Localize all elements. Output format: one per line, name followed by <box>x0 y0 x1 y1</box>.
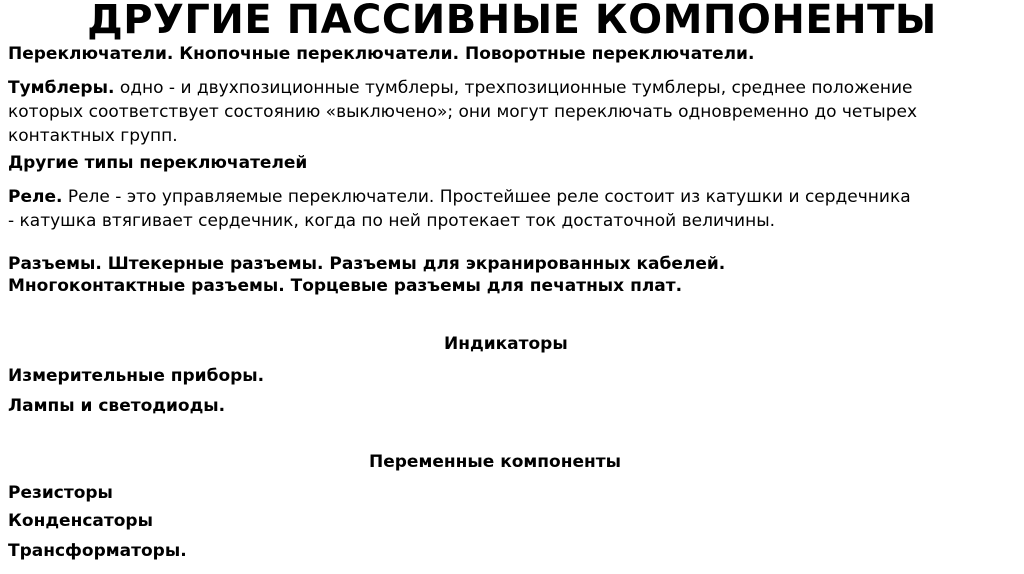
variable-components-item: Конденсаторы <box>8 511 153 531</box>
connectors-line-2: Многоконтактные разъемы. Торцевые разъемы для печатных плат. <box>8 276 683 296</box>
relay-line-1 <box>8 185 911 209</box>
relay-lead: Реле. <box>8 187 63 207</box>
switches-line: Переключатели. Кнопочные переключатели. Поворотные переключатели. <box>8 44 755 64</box>
indicators-item: Измерительные приборы. <box>8 366 265 386</box>
variable-components-heading: Переменные компоненты <box>369 452 621 472</box>
connectors-line-1: Разъемы. Штекерные разъемы. Разъемы для экранированных кабелей. <box>8 254 726 274</box>
slide-title: ДРУГИЕ ПАССИВНЫЕ КОМПОНЕНТЫ <box>87 0 937 43</box>
toggles-lead: Тумблеры. <box>8 78 115 98</box>
indicators-heading: Индикаторы <box>444 334 568 354</box>
toggles-text-1: одно - и двухпозиционные тумблеры, трехпозиционные тумблеры, среднее положение <box>114 78 913 98</box>
variable-components-item: Трансформаторы. <box>8 541 187 561</box>
variable-components-item: Резисторы <box>8 483 113 503</box>
toggles-line-2: которых соответствует состоянию «выключено»; они могут переключать одновременно до четырех <box>8 102 918 122</box>
toggles-line-3: контактных групп. <box>8 126 178 146</box>
indicators-item: Лампы и светодиоды. <box>8 396 226 416</box>
relay-text-1: Реле - это управляемые переключатели. Простейшее реле состоит из катушки и сердечника <box>62 187 911 207</box>
other-switch-types: Другие типы переключателей <box>8 153 308 173</box>
relay-line-2: - катушка втягивает сердечник, когда по ней протекает ток достаточной величины. <box>8 211 776 231</box>
toggles-line-1 <box>8 76 913 100</box>
